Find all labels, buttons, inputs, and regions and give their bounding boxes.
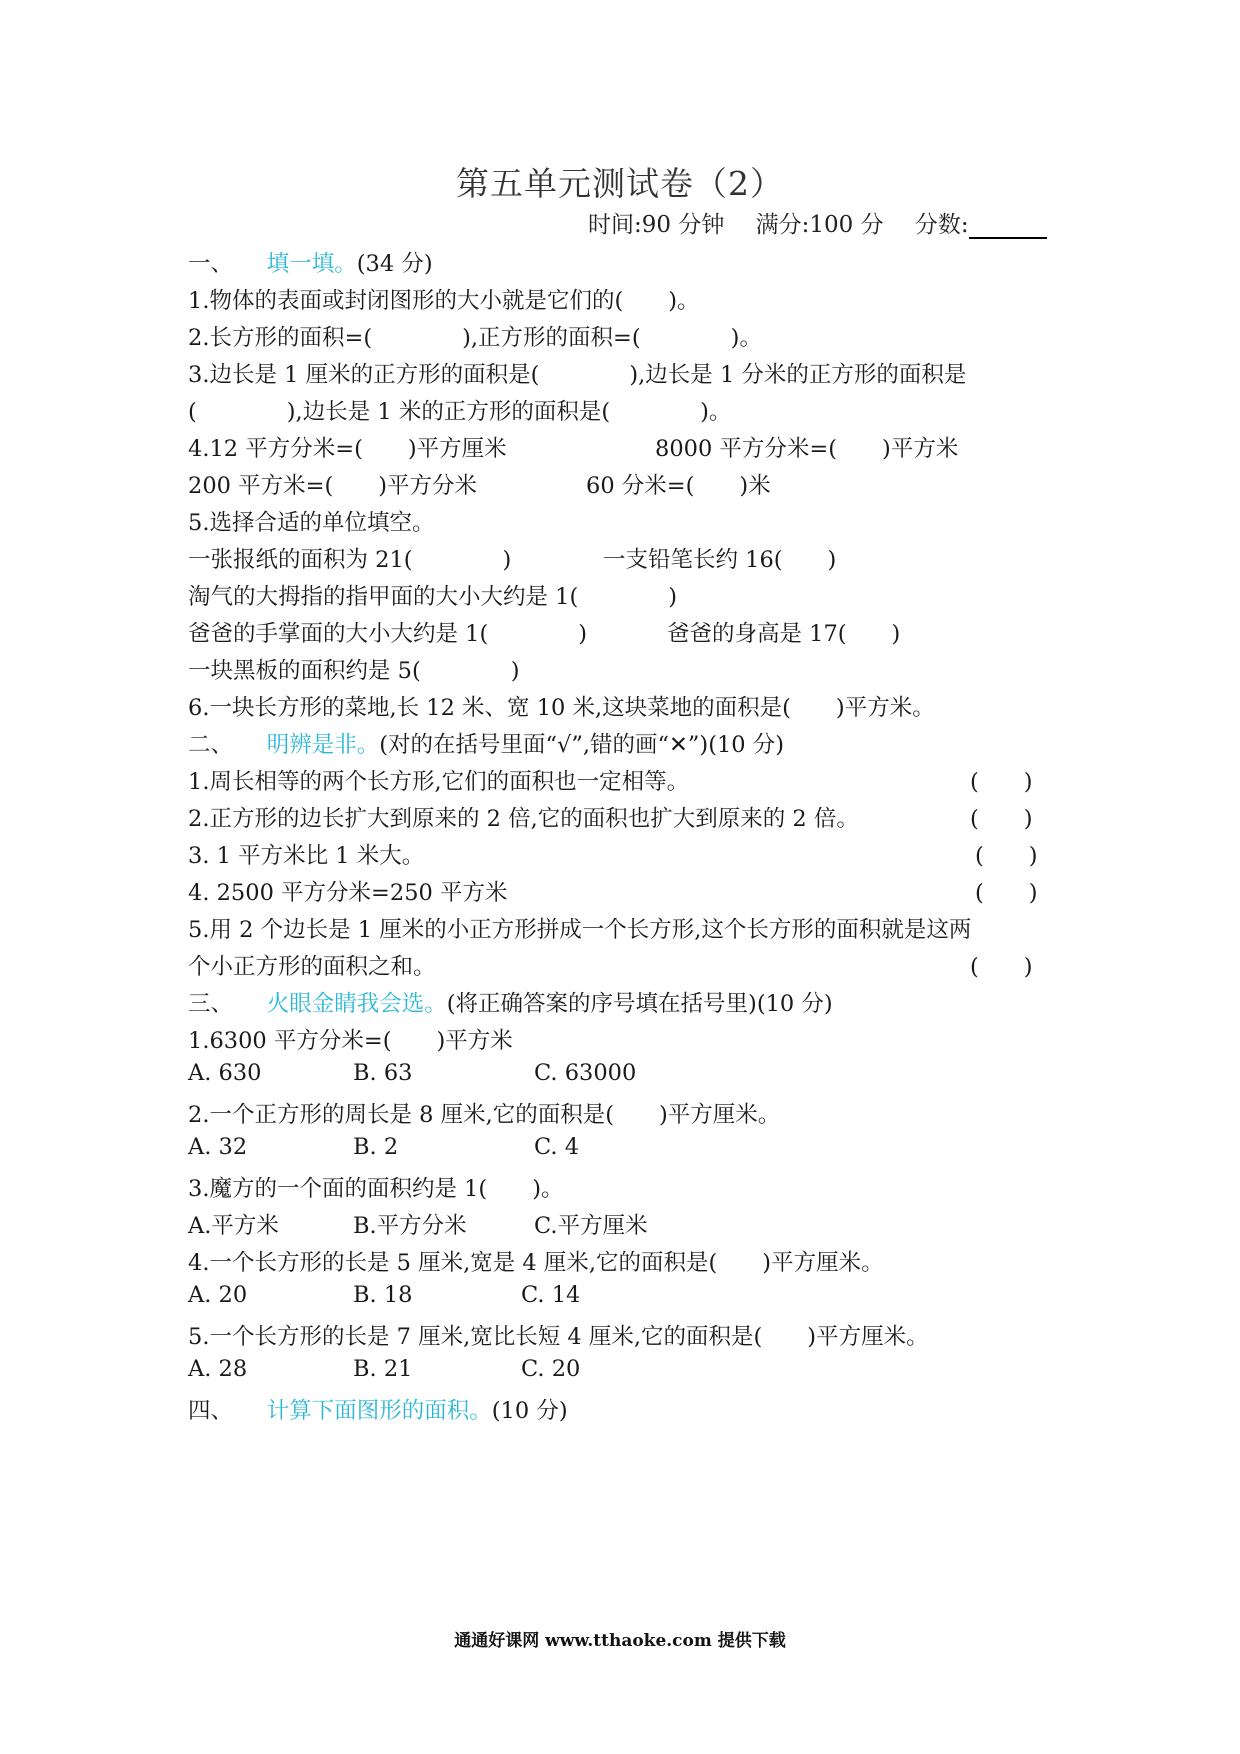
q3-5-option-c: C. 20 <box>521 1356 581 1382</box>
q3-4: 4.一个长方形的长是 5 厘米,宽是 4 厘米,它的面积是( )平方厘米。 <box>188 1250 884 1276</box>
q1-3a: 3.边长是 1 厘米的正方形的面积是( ),边长是 1 分米的正方形的面积是 <box>188 362 967 388</box>
q1-5f: 一块黑板的面积约是 5( ) <box>188 658 520 684</box>
q1-3b: ( ),边长是 1 米的正方形的面积是( )。 <box>188 399 732 425</box>
q1-4b: 8000 平方分米=( )平方米 <box>655 436 959 462</box>
q2-1-answer[interactable]: ( ) <box>970 769 1033 795</box>
q3-1-option-a: A. 630 <box>188 1060 262 1086</box>
score-blank[interactable] <box>969 213 1047 239</box>
q2-2-answer[interactable]: ( ) <box>970 806 1033 832</box>
q1-1: 1.物体的表面或封闭图形的大小就是它们的( )。 <box>188 288 700 314</box>
q3-3-option-b: B.平方分米 <box>353 1213 467 1239</box>
page-title: 第五单元测试卷（2） <box>456 164 784 203</box>
section-1-heading: 一、 填一填。(34 分) <box>188 251 433 277</box>
time-label: 时间:90 分钟 <box>588 212 725 238</box>
q1-5a: 一张报纸的面积为 21( ) <box>188 547 512 573</box>
full-score-label: 满分:100 分 <box>755 212 884 238</box>
q2-3-answer[interactable]: ( ) <box>975 843 1038 869</box>
q3-2-option-a: A. 32 <box>188 1134 248 1160</box>
q1-5c: 淘气的大拇指的指甲面的大小大约是 1( ) <box>188 584 678 610</box>
q1-5b: 一支铅笔长约 16( ) <box>603 547 837 573</box>
section-3-heading: 三、 火眼金睛我会选。(将正确答案的序号填在括号里)(10 分) <box>188 991 833 1017</box>
q2-5-answer[interactable]: ( ) <box>970 954 1033 980</box>
q1-5: 5.选择合适的单位填空。 <box>188 510 435 536</box>
q1-5d: 爸爸的手掌面的大小大约是 1( ) <box>188 621 588 647</box>
q2-3: 3. 1 平方米比 1 米大。 <box>188 843 425 869</box>
q1-2: 2.长方形的面积=( ),正方形的面积=( )。 <box>188 325 762 351</box>
q1-6: 6.一块长方形的菜地,长 12 米、宽 10 米,这块菜地的面积是( )平方米。 <box>188 695 935 721</box>
q3-5-option-a: A. 28 <box>188 1356 248 1382</box>
section-2-heading: 二、 明辨是非。(对的在括号里面“√”,错的画“✕”)(10 分) <box>188 732 785 758</box>
q2-5a: 5.用 2 个边长是 1 厘米的小正方形拼成一个长方形,这个长方形的面积就是这两 <box>188 917 972 943</box>
q3-2-option-b: B. 2 <box>353 1134 399 1160</box>
section-4-heading: 四、 计算下面图形的面积。(10 分) <box>188 1398 568 1424</box>
q3-2: 2.一个正方形的周长是 8 厘米,它的面积是( )平方厘米。 <box>188 1102 781 1128</box>
q3-1-option-b: B. 63 <box>353 1060 413 1086</box>
q1-4d: 60 分米=( )米 <box>586 473 771 499</box>
q3-3-option-a: A.平方米 <box>188 1213 279 1239</box>
score-label: 分数: <box>914 212 969 238</box>
q3-5-option-b: B. 21 <box>353 1356 413 1382</box>
q3-3-option-c: C.平方厘米 <box>534 1213 648 1239</box>
q2-1: 1.周长相等的两个长方形,它们的面积也一定相等。 <box>188 769 690 795</box>
q2-4-answer[interactable]: ( ) <box>975 880 1038 906</box>
q2-5b: 个小正方形的面积之和。 <box>188 954 436 980</box>
q2-4: 4. 2500 平方分米=250 平方米 <box>188 880 508 906</box>
q1-5e: 爸爸的身高是 17( ) <box>667 621 901 647</box>
q2-2: 2.正方形的边长扩大到原来的 2 倍,它的面积也扩大到原来的 2 倍。 <box>188 806 859 832</box>
q3-2-option-c: C. 4 <box>534 1134 580 1160</box>
q3-1: 1.6300 平方分米=( )平方米 <box>188 1028 513 1054</box>
q3-3: 3.魔方的一个面的面积约是 1( )。 <box>188 1176 564 1202</box>
exam-meta <box>588 206 1047 239</box>
q1-4c: 200 平方米=( )平方分米 <box>188 473 478 499</box>
q3-4-option-b: B. 18 <box>353 1282 413 1308</box>
q3-5: 5.一个长方形的长是 7 厘米,宽比长短 4 厘米,它的面积是( )平方厘米。 <box>188 1324 929 1350</box>
q3-4-option-c: C. 14 <box>521 1282 581 1308</box>
footer-source: 通通好课网 www.tthaoke.com 提供下载 <box>454 1631 786 1651</box>
q3-4-option-a: A. 20 <box>188 1282 248 1308</box>
q3-1-option-c: C. 63000 <box>534 1060 637 1086</box>
q1-4a: 4.12 平方分米=( )平方厘米 <box>188 436 507 462</box>
